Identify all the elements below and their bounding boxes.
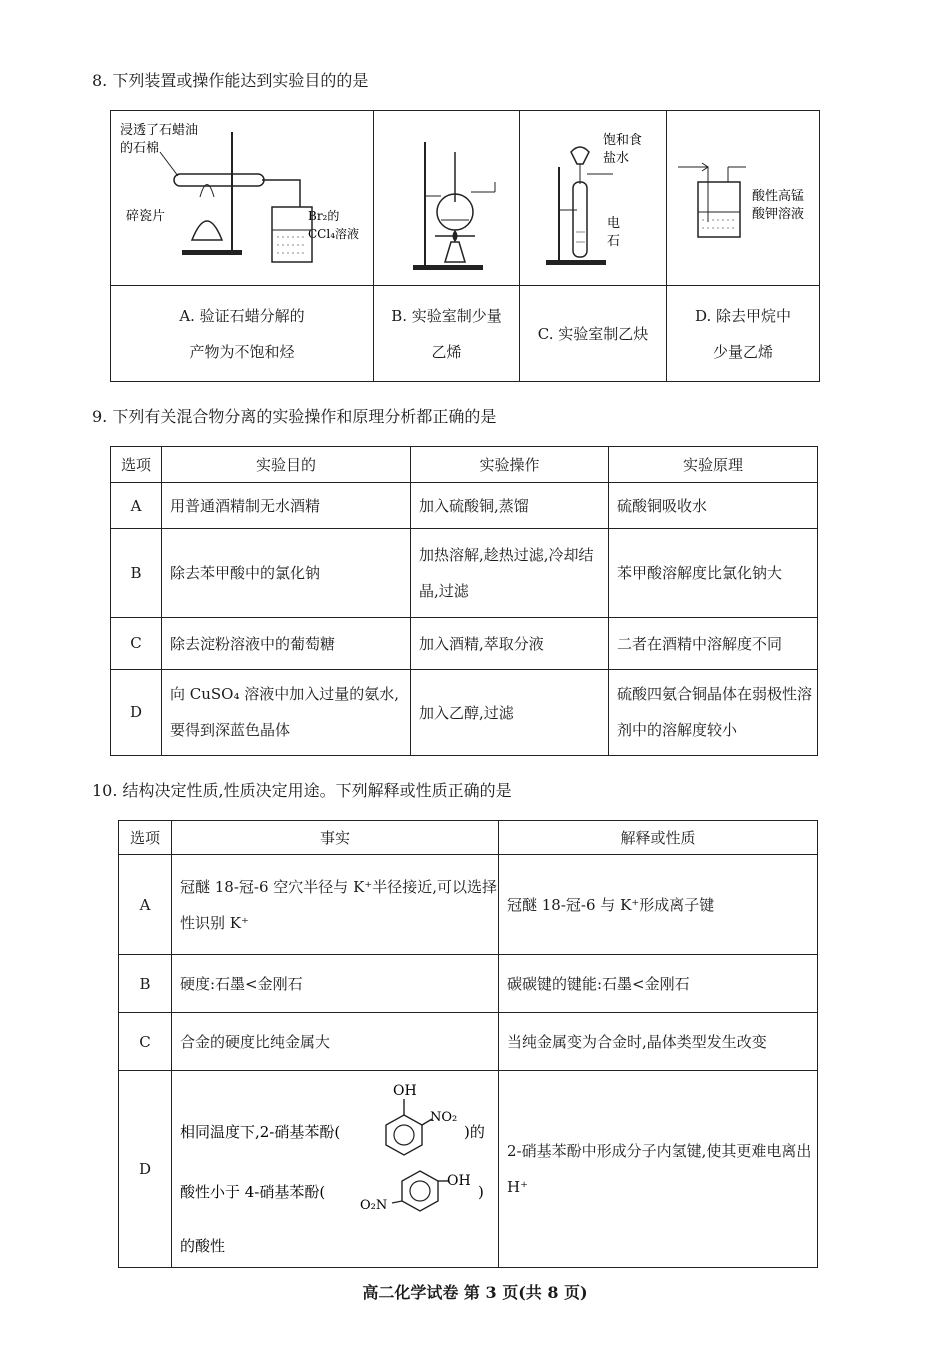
label-kmno4-2: 酸钾溶液 xyxy=(752,207,805,222)
q8-title: 8. 下列装置或操作能达到实验目的的是 xyxy=(92,71,369,90)
svg-text:OH: OH xyxy=(447,1173,471,1189)
q10-title: 10. 结构决定性质,性质决定用途。下列解释或性质正确的是 xyxy=(92,781,512,800)
label-paraffin-oil-2: 的石棉 xyxy=(120,141,160,156)
q10-header-fact: 事实 xyxy=(172,821,499,855)
table-row: D 向 CuSO₄ 溶液中加入过量的氨水,要得到深蓝色晶体 加入乙醇,过滤 硫酸四氨合铜晶体在弱极性溶剂中的溶解度较小 xyxy=(111,669,818,755)
label-br2: Br₂的 xyxy=(308,209,340,223)
svg-text:)的: )的 xyxy=(464,1123,485,1141)
q8-figure-a xyxy=(111,111,374,286)
q10-header-explanation: 解释或性质 xyxy=(499,821,818,855)
nitrophenol-structures-figure xyxy=(172,1071,494,1263)
q10-row-d-fact xyxy=(172,1071,499,1268)
q9-table xyxy=(110,446,818,756)
q10-table xyxy=(118,820,818,1268)
table-row: D 相同温度下,2-硝基苯酚( )的 OH NO₂ 酸性小于 4-硝基苯酚( ) OH O₂N 的酸性 2-硝基苯酚中形成分子内氢键,使其更难电离出 H⁺ xyxy=(119,1071,818,1268)
q8-figure-d xyxy=(667,111,820,286)
svg-text:OH: OH xyxy=(393,1083,417,1099)
benzene-ring-icon xyxy=(386,1115,422,1155)
table-row: A 用普通酒精制无水酒精 加入硫酸铜,蒸馏 硫酸铜吸收水 xyxy=(111,483,818,529)
label-ccl4: CCl₄溶液 xyxy=(308,227,360,241)
label-porcelain-pieces: 碎瓷片 xyxy=(126,209,166,224)
label-carbide-2: 石 xyxy=(607,234,621,249)
svg-text:相同温度下,2-硝基苯酚(: 相同温度下,2-硝基苯酚( xyxy=(180,1123,341,1141)
q8-figure-c xyxy=(520,111,667,286)
svg-text:的酸性: 的酸性 xyxy=(180,1237,226,1255)
q8-figure-b xyxy=(374,111,520,286)
label-carbide-1: 电 xyxy=(607,216,621,231)
q8-option-b: B. 实验室制少量 乙烯 xyxy=(374,286,520,382)
ethylene-prep-apparatus-figure xyxy=(375,112,518,280)
table-row: A 冠醚 18-冠-6 空穴半径与 K⁺半径接近,可以选择性识别 K⁺ 冠醚 18-冠-6 与 K⁺形成离子键 xyxy=(119,855,818,955)
q10-header-option: 选项 xyxy=(119,821,172,855)
q9-header-purpose: 实验目的 xyxy=(162,447,411,483)
q8-table xyxy=(110,110,820,382)
q9-header-operation: 实验操作 xyxy=(411,447,609,483)
label-brine-2: 盐水 xyxy=(603,151,630,166)
label-brine-1: 饱和食 xyxy=(603,133,643,148)
paraffin-cracking-apparatus-figure xyxy=(112,112,372,280)
page-footer: 高二化学试卷 第 3 页(共 8 页) xyxy=(362,1283,588,1302)
label-paraffin-oil-1: 浸透了石蜡油 xyxy=(120,123,199,138)
table-row: C 除去淀粉溶液中的葡萄糖 加入酒精,萃取分液 二者在酒精中溶解度不同 xyxy=(111,617,818,669)
q8-option-d: D. 除去甲烷中 少量乙烯 xyxy=(667,286,820,382)
q9-title: 9. 下列有关混合物分离的实验操作和原理分析都正确的是 xyxy=(92,407,497,426)
svg-text:酸性小于 4-硝基苯酚(: 酸性小于 4-硝基苯酚( xyxy=(180,1183,326,1201)
table-row: B 除去苯甲酸中的氯化钠 加热溶解,趁热过滤,冷却结晶,过滤 苯甲酸溶解度比氯化钠大 xyxy=(111,529,818,617)
acetylene-prep-apparatus-figure xyxy=(521,112,665,280)
svg-text:NO₂: NO₂ xyxy=(430,1110,458,1125)
table-row: B 硬度:石墨<金刚石 碳碳键的键能:石墨<金刚石 xyxy=(119,955,818,1013)
gas-washing-bottle-figure xyxy=(668,112,818,280)
label-kmno4-1: 酸性高锰 xyxy=(752,189,805,204)
svg-text:O₂N: O₂N xyxy=(360,1198,388,1213)
q9-header-principle: 实验原理 xyxy=(609,447,818,483)
benzene-ring-icon xyxy=(402,1171,438,1211)
q9-header-option: 选项 xyxy=(111,447,162,483)
q8-option-c: C. 实验室制乙炔 xyxy=(520,286,667,382)
svg-text:): ) xyxy=(478,1183,484,1201)
q8-option-a: A. 验证石蜡分解的 产物为不饱和烃 xyxy=(111,286,374,382)
table-row: C 合金的硬度比纯金属大 当纯金属变为合金时,晶体类型发生改变 xyxy=(119,1013,818,1071)
